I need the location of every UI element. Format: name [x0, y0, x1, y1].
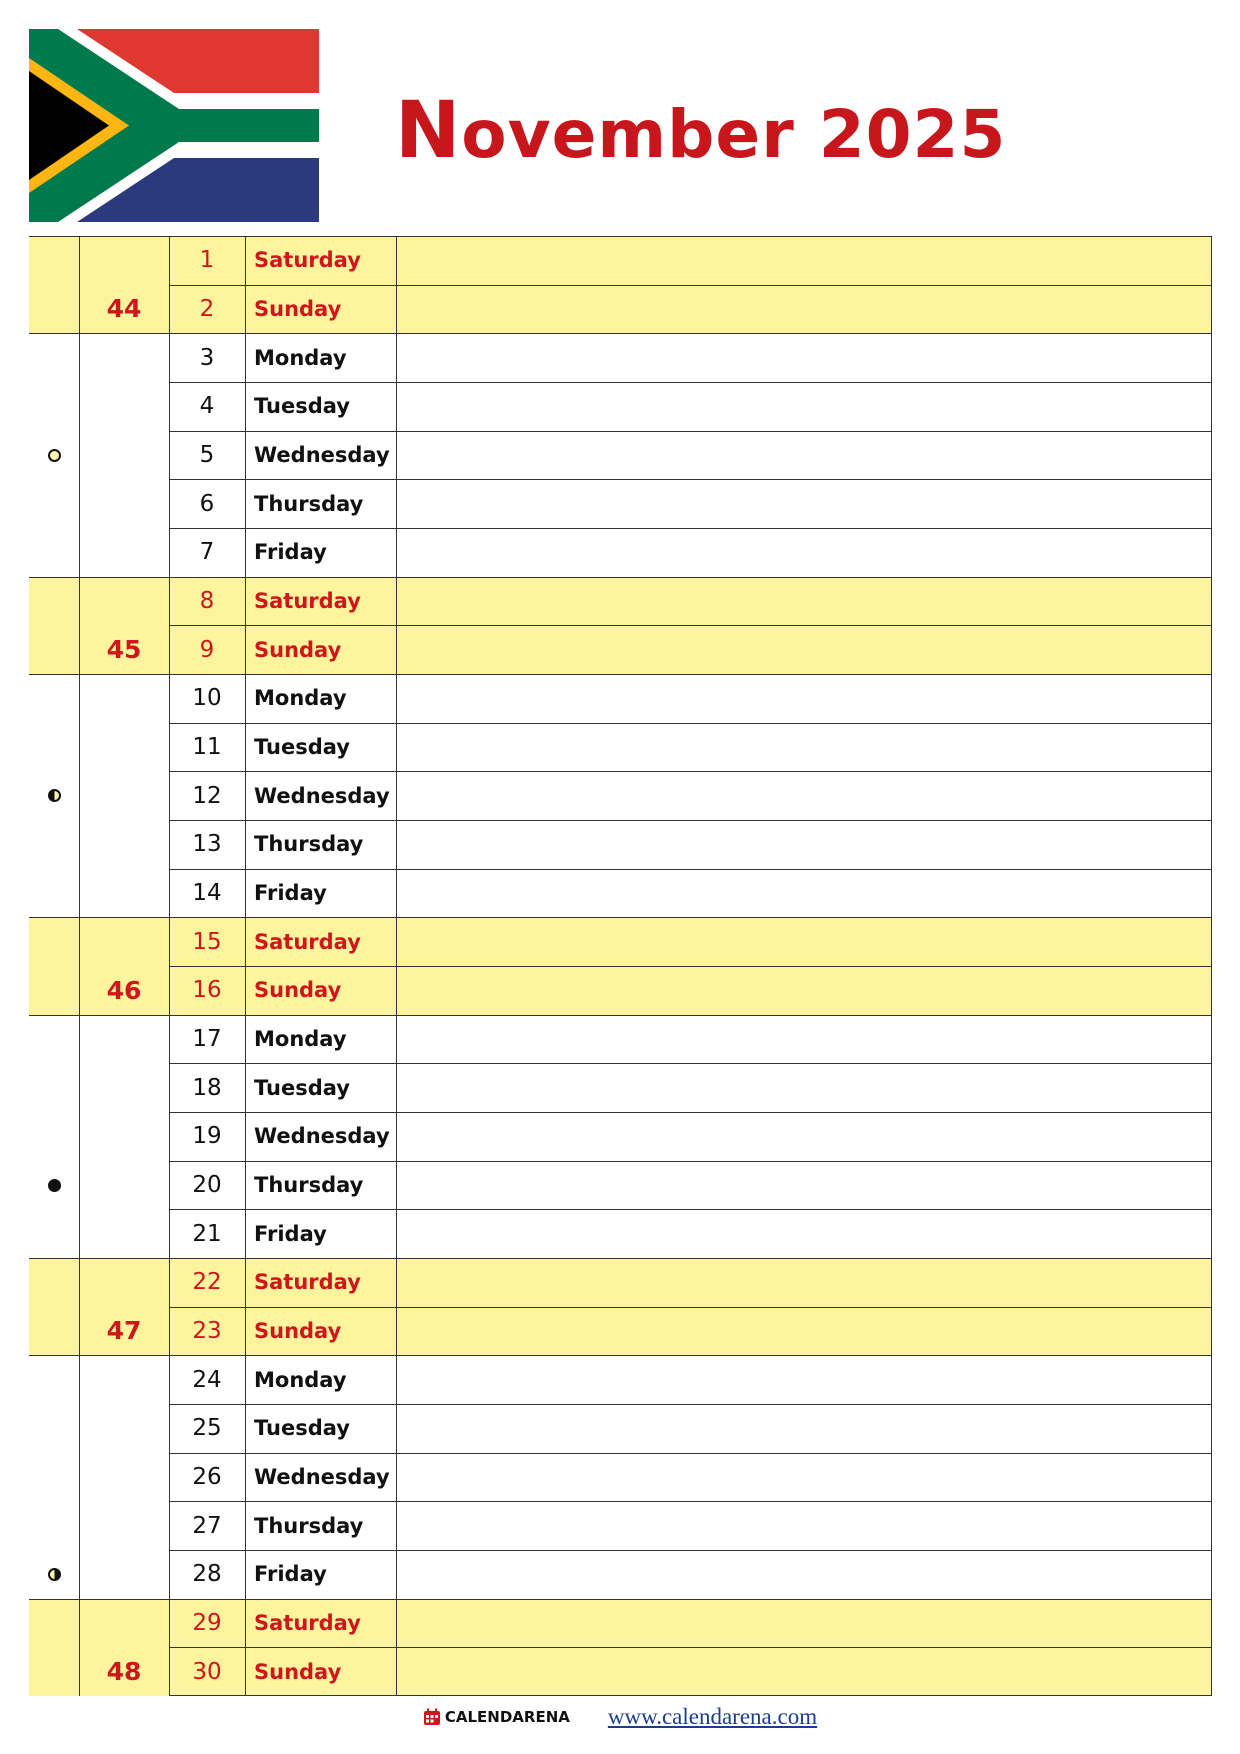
day-name: Thursday [254, 1172, 364, 1197]
day-name: Wednesday [254, 442, 390, 467]
title-initial: N [395, 86, 462, 176]
day-name: Sunday [254, 1318, 342, 1343]
day-number: 11 [192, 733, 222, 760]
day-number: 6 [199, 490, 215, 517]
day-name: Tuesday [254, 734, 350, 759]
day-number: 8 [199, 587, 215, 614]
day-number: 16 [192, 977, 222, 1004]
south-africa-flag [29, 29, 319, 222]
day-name: Friday [254, 540, 327, 565]
day-name: Monday [254, 686, 347, 711]
day-number: 12 [192, 782, 222, 809]
day-name: Wednesday [254, 1464, 390, 1489]
day-name: Thursday [254, 832, 364, 857]
brand-name: CALENDARENA [444, 1708, 570, 1726]
day-number: 28 [192, 1561, 222, 1588]
day-name: Wednesday [254, 783, 390, 808]
day-number: 30 [192, 1658, 222, 1685]
week-number: 45 [106, 635, 142, 665]
brand-logo [423, 1708, 570, 1726]
day-number: 19 [192, 1123, 222, 1150]
day-number: 27 [192, 1512, 222, 1539]
day-number: 5 [199, 441, 215, 468]
title-rest: ovember 2025 [461, 96, 1007, 173]
day-number: 3 [199, 344, 215, 371]
week-number: 46 [106, 975, 142, 1005]
day-name: Sunday [254, 296, 342, 321]
grid-lines [29, 236, 1213, 1697]
day-name: Monday [254, 345, 347, 370]
day-number: 22 [192, 1269, 222, 1296]
day-name: Thursday [254, 1513, 364, 1538]
day-name: Monday [254, 1026, 347, 1051]
day-name: Saturday [254, 588, 361, 613]
day-number: 17 [192, 1025, 222, 1052]
day-number: 7 [199, 539, 215, 566]
day-name: Monday [254, 1367, 347, 1392]
day-number: 29 [192, 1609, 222, 1636]
day-name: Tuesday [254, 1416, 350, 1441]
day-name: Friday [254, 1562, 327, 1587]
day-number: 4 [199, 393, 215, 420]
page-title [395, 86, 1007, 176]
day-name: Saturday [254, 248, 361, 273]
day-name: Tuesday [254, 1075, 350, 1100]
day-name: Wednesday [254, 1124, 390, 1149]
day-name: Friday [254, 1221, 327, 1246]
day-name: Sunday [254, 1659, 342, 1684]
day-number: 15 [192, 928, 222, 955]
website-link[interactable]: www.calendarena.com [607, 1704, 818, 1729]
day-name: Sunday [254, 637, 342, 662]
day-number: 23 [192, 1317, 222, 1344]
day-number: 13 [192, 831, 222, 858]
day-number: 21 [192, 1220, 222, 1247]
week-number: 48 [106, 1657, 142, 1687]
day-number: 26 [192, 1463, 222, 1490]
calendar-icon [423, 1708, 441, 1726]
day-number: 14 [192, 879, 222, 906]
week-number: 47 [106, 1316, 142, 1346]
day-name: Sunday [254, 978, 342, 1003]
day-number: 1 [199, 247, 215, 274]
day-number: 18 [192, 1074, 222, 1101]
day-name: Friday [254, 880, 327, 905]
day-name: Saturday [254, 1270, 361, 1295]
day-name: Thursday [254, 491, 364, 516]
day-number: 9 [199, 636, 215, 663]
day-number: 2 [199, 295, 215, 322]
day-number: 20 [192, 1171, 222, 1198]
day-number: 25 [192, 1415, 222, 1442]
calendar-grid [29, 236, 1212, 1696]
day-name: Saturday [254, 1610, 361, 1635]
footer [0, 1700, 1240, 1734]
week-number: 44 [106, 294, 142, 324]
day-name: Tuesday [254, 394, 350, 419]
day-number: 10 [192, 685, 222, 712]
day-name: Saturday [254, 929, 361, 954]
day-number: 24 [192, 1366, 222, 1393]
